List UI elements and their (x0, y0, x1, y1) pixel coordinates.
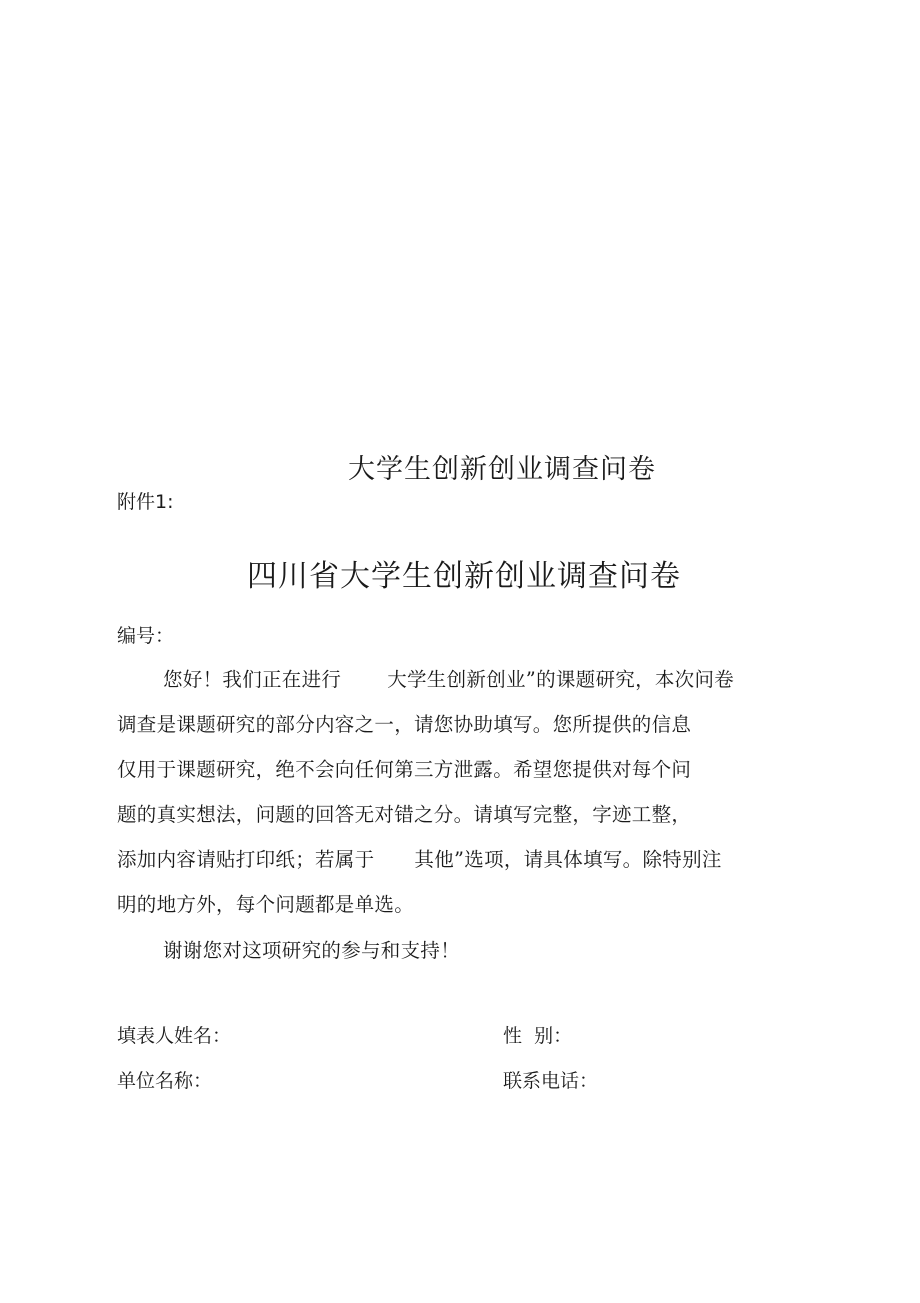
intro-line-5-part-1: 添加内容请贴打印纸；若属于 (117, 848, 375, 871)
intro-line-5-part-2: 其他”选项，请具体填写。除特别注 (414, 848, 722, 871)
intro-line-2: 调查是课题研究的部分内容之一，请您协助填写。您所提供的信息 (117, 713, 692, 736)
header-title: 大学生创新创业调查问卷 (348, 454, 656, 485)
intro-line-6: 明的地方外，每个问题都是单选。 (117, 893, 415, 916)
intro-line-1-part-1: 您好！我们正在进行 (163, 668, 342, 691)
intro-line-3: 仅用于课题研究，绝不会向任何第三方泄露。希望您提供对每个问 (117, 758, 692, 781)
attachment-label: 附件1: (117, 491, 174, 513)
serial-number-label: 编号： (117, 625, 175, 647)
page-title: 四川省大学生创新创业调查问卷 (247, 559, 681, 594)
thanks-text: 谢谢您对这项研究的参与和支持！ (163, 939, 461, 962)
intro-line-4: 题的真实想法，问题的回答无对错之分。请填写完整，字迹工整， (117, 803, 692, 826)
organization-field: 单位名称： (117, 1070, 213, 1092)
intro-line-1 (163, 664, 734, 692)
intro-line-5 (117, 844, 722, 872)
respondent-name-field: 填表人姓名： (117, 1025, 232, 1047)
gender-field: 性 别： (503, 1025, 573, 1047)
phone-field: 联系电话： (503, 1070, 599, 1092)
intro-line-1-part-2: 大学生创新创业”的课题研究，本次问卷 (387, 668, 735, 691)
